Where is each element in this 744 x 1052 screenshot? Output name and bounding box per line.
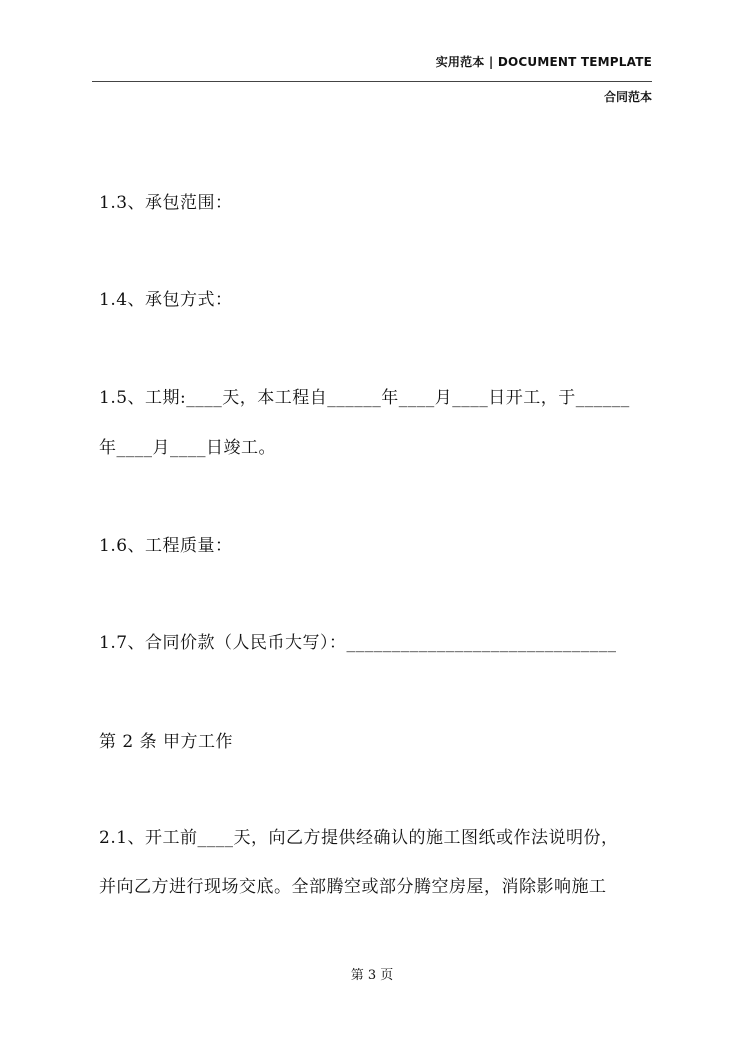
clause-1-5: 1.5、工期:____天，本工程自______年____月____日开工，于______ bbox=[99, 388, 630, 408]
clause-1-5-continued: 年____月____日竣工。 bbox=[99, 438, 276, 458]
clause-1-6: 1.6、工程质量： bbox=[99, 536, 233, 556]
page-number: 第 3 页 bbox=[350, 968, 394, 983]
clause-1-7: 1.7、合同价款（人民币大写）：______________________________ bbox=[99, 633, 617, 653]
clause-1-4: 1.4、承包方式： bbox=[99, 290, 233, 310]
header-title: 实用范本 | DOCUMENT TEMPLATE bbox=[435, 55, 652, 69]
clause-1-3: 1.3、承包范围： bbox=[99, 193, 233, 213]
article-2-heading: 第 2 条 甲方工作 bbox=[99, 732, 234, 752]
header-subtitle: 合同范本 bbox=[603, 90, 652, 104]
header-divider bbox=[92, 81, 652, 82]
clause-2-1-continued: 并向乙方进行现场交底。全部腾空或部分腾空房屋，消除影响施工 bbox=[99, 877, 607, 897]
clause-2-1: 2.1、开工前____天，向乙方提供经确认的施工图纸或作法说明份， bbox=[99, 828, 619, 848]
